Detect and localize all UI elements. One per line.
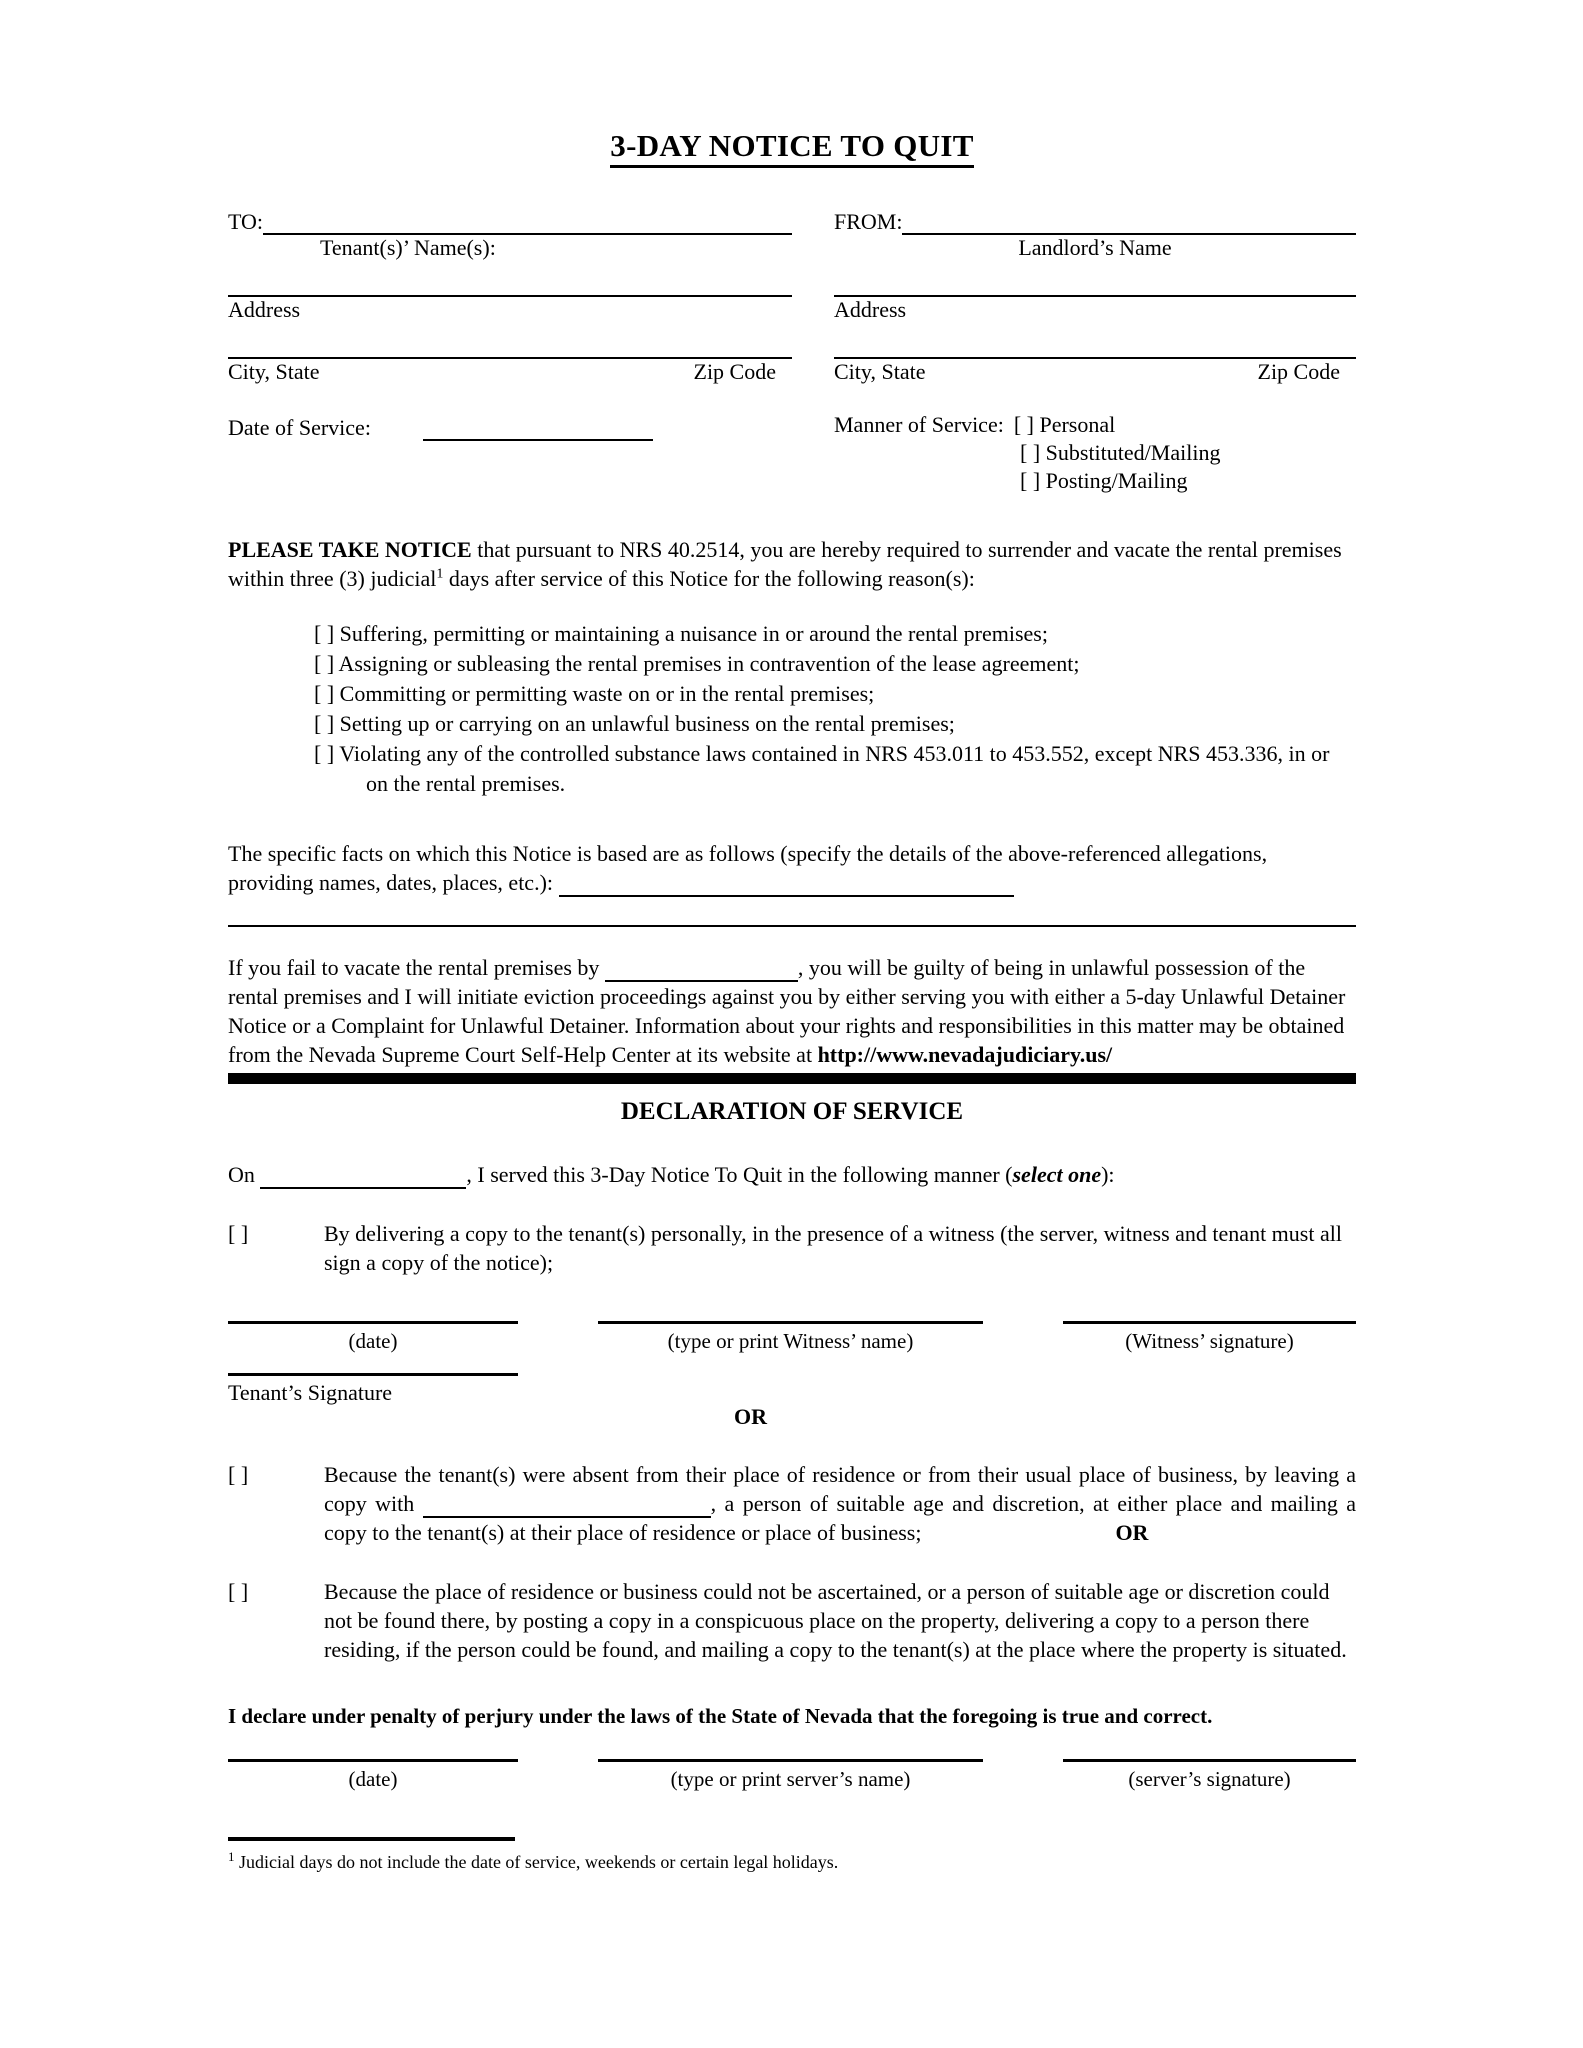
specific-facts-input-line2[interactable]: [228, 897, 1356, 927]
server-signature-caption: (server’s signature): [1128, 1767, 1291, 1791]
service-option-2-part2: , a person of suitable age and discretion, at either place and mailing a copy to the tenant(s) at their place of residence or place of business;: [324, 1491, 1356, 1545]
please-take-notice-paragraph: [228, 535, 1356, 593]
footnote-text: Judicial days do not include the date of service, weekends or certain legal holidays.: [239, 1852, 839, 1872]
fail-to-vacate-paragraph: [228, 953, 1356, 1069]
landlord-address-input[interactable]: [834, 265, 1356, 297]
reasons-checklist: [228, 619, 1356, 799]
reason-label-1: Suffering, permitting or maintaining a nuisance in or around the rental premises;: [339, 621, 1048, 646]
section-divider: [228, 1073, 1356, 1084]
manner-option-personal[interactable]: [ ] Personal: [1013, 412, 1116, 437]
server-signature-row: [228, 1759, 1356, 1793]
notice-body-part1: that pursuant to NRS 40.2514, you are hereby required to surrender and vacate the rental premises within three (3) judicial: [228, 537, 1342, 591]
nevada-judiciary-url[interactable]: http://www.nevadajudiciary.us/: [817, 1042, 1113, 1067]
server-date-caption: (date): [348, 1767, 398, 1791]
or-divider-2: OR: [1115, 1520, 1149, 1545]
on-rest-text: , I served this 3-Day Notice To Quit in the following manner (: [466, 1162, 1013, 1187]
to-label: TO:: [228, 209, 264, 234]
reason-checkbox-1[interactable]: [ ]: [314, 621, 335, 646]
tenant-signature-cell: [228, 1373, 518, 1407]
landlord-column: [792, 206, 1356, 495]
tenant-city-state-caption: City, State: [228, 359, 320, 384]
fail-to-vacate-part2: , you will be guilty of being in unlawful possession of the rental premises and I will initiate eviction proceedings against you by either serving you with either a 5-day Unlawful Detainer Notice or a Complaint for Unlawful Detainer. Information about your rights and responsibilities in this matter may be obtained from the Nevada Supreme Court Self-Help Center at its website at: [228, 955, 1346, 1067]
landlord-name-caption: Landlord’s Name: [1018, 235, 1172, 260]
manner-of-service-label: Manner of Service:: [834, 412, 1004, 437]
footnote-block: [228, 1837, 1356, 1874]
reason-item-controlled-substance[interactable]: [314, 739, 1356, 799]
substituted-recipient-input[interactable]: [423, 1497, 711, 1518]
service-option-substituted-row[interactable]: [228, 1460, 1356, 1547]
sig-spacer-1: [518, 1321, 598, 1355]
service-option-personal-row[interactable]: [228, 1219, 1356, 1277]
manner-option-substituted[interactable]: [ ] Substituted/Mailing: [1020, 440, 1221, 465]
tenant-name-caption: Tenant(s)’ Name(s):: [320, 235, 496, 260]
reason-item-waste[interactable]: [314, 679, 1356, 709]
tenant-column: [228, 206, 792, 495]
tenant-city-zip-input[interactable]: [228, 327, 792, 359]
tenant-zip-caption: Zip Code: [693, 359, 776, 384]
manner-of-service-first-line: [834, 411, 1356, 439]
landlord-city-zip-caption-row: [834, 359, 1356, 389]
form-sheet: [228, 0, 1356, 1874]
service-option-2-checkbox[interactable]: [ ]: [228, 1462, 249, 1487]
witness-date-cell: [228, 1321, 518, 1355]
server-name-cell: [598, 1759, 983, 1793]
page-title: [228, 128, 1356, 164]
tenant-address-input[interactable]: [228, 265, 792, 297]
date-of-service-row: [228, 411, 792, 441]
reason-label-2: Assigning or subleasing the rental premises in contravention of the lease agreement;: [338, 651, 1080, 676]
service-option-2-text: [324, 1460, 1356, 1547]
date-of-service-label: Date of Service:: [228, 415, 371, 440]
reason-item-unlawful-business[interactable]: [314, 709, 1356, 739]
sig-spacer-4: [983, 1759, 1063, 1793]
landlord-name-input[interactable]: [902, 210, 1356, 235]
reason-checkbox-2[interactable]: [ ]: [314, 651, 335, 676]
from-label: FROM:: [834, 209, 903, 234]
service-option-2-part1: Because the tenant(s) were absent from their place of residence or from their usual place of business, by leaving a copy with: [324, 1462, 1356, 1516]
to-field-row: [228, 206, 792, 235]
or-divider-1: OR: [734, 1404, 767, 1429]
reason-item-subleasing[interactable]: [314, 649, 1356, 679]
from-field-row: [834, 206, 1356, 235]
vacate-deadline-input[interactable]: [605, 961, 798, 982]
manner-option-posting[interactable]: [ ] Posting/Mailing: [1020, 468, 1188, 493]
tenant-city-zip-caption-row: [228, 359, 792, 389]
service-option-1-text: By delivering a copy to the tenant(s) personally, in the presence of a witness (the server, witness and tenant must all sign a copy of the notice);: [324, 1221, 1342, 1275]
footnote-marker-inline: 1: [436, 566, 444, 582]
specific-facts-paragraph: [228, 839, 1356, 897]
tenant-address-caption: Address: [228, 297, 301, 322]
specific-facts-input-line1[interactable]: [559, 875, 1014, 897]
landlord-zip-caption: Zip Code: [1257, 359, 1340, 384]
witness-name-cell: [598, 1321, 983, 1355]
landlord-address-caption: Address: [834, 297, 907, 322]
footnote-text-row: [228, 1841, 1356, 1874]
witness-signature-row: [228, 1321, 1356, 1355]
declaration-of-service-heading: DECLARATION OF SERVICE: [620, 1098, 964, 1125]
witness-date-caption: (date): [348, 1329, 398, 1353]
service-date-input[interactable]: [260, 1168, 466, 1189]
tenant-name-input[interactable]: [263, 210, 792, 235]
witness-signature-cell: [1063, 1321, 1356, 1355]
perjury-statement: I declare under penalty of perjury under the laws of the State of Nevada that the foregoing is true and correct.: [228, 1704, 1213, 1728]
specific-facts-text: The specific facts on which this Notice is based are as follows (specify the details of the above-referenced allegations, providing names, dates, places, etc.):: [228, 841, 1268, 895]
reason-checkbox-5[interactable]: [ ]: [314, 741, 335, 766]
reason-label-4: Setting up or carrying on an unlawful business on the rental premises;: [339, 711, 955, 736]
page-title-text: 3-DAY NOTICE TO QUIT: [610, 128, 973, 168]
declaration-on-line: [228, 1160, 1356, 1189]
footnote-number: 1: [228, 1849, 235, 1864]
server-date-cell: [228, 1759, 518, 1793]
manner-of-service-block: [834, 411, 1356, 495]
landlord-city-state-caption: City, State: [834, 359, 926, 384]
service-option-3-text: Because the place of residence or business could not be ascertained, or a person of suitable age or discretion could not be found there, by posting a copy in a conspicuous place on the property, delivering a copy to a person there residing, if the person could be found, and mailing a copy to the tenant(s) at the place where the property is situated.: [324, 1579, 1347, 1662]
notice-body-part2: days after service of this Notice for the following reason(s):: [443, 566, 975, 591]
sig-spacer-2: [983, 1321, 1063, 1355]
date-of-service-input[interactable]: [423, 417, 653, 441]
reason-label-5: Violating any of the controlled substance laws contained in NRS 453.011 to 453.552, except NRS 453.336, in or on the rental premises.: [339, 741, 1330, 796]
please-take-notice-lead: PLEASE TAKE NOTICE: [228, 537, 472, 562]
fail-to-vacate-part1: If you fail to vacate the rental premises by: [228, 955, 600, 980]
service-option-posting-row[interactable]: [228, 1577, 1356, 1664]
reason-item-nuisance[interactable]: [314, 619, 1356, 649]
sig-spacer-3: [518, 1759, 598, 1793]
server-name-caption: (type or print server’s name): [670, 1767, 911, 1791]
select-one-emphasis: select one: [1012, 1162, 1102, 1187]
service-option-1-checkbox[interactable]: [ ]: [228, 1221, 249, 1246]
reason-label-3: Committing or permitting waste on or in the rental premises;: [339, 681, 875, 706]
tenant-signature-row: [228, 1373, 1356, 1430]
server-signature-cell: [1063, 1759, 1356, 1793]
on-close-text: ):: [1101, 1162, 1115, 1187]
service-option-3-checkbox[interactable]: [ ]: [228, 1579, 249, 1604]
reason-checkbox-3[interactable]: [ ]: [314, 681, 335, 706]
witness-signature-caption: (Witness’ signature): [1125, 1329, 1294, 1353]
witness-name-caption: (type or print Witness’ name): [667, 1329, 914, 1353]
landlord-city-zip-input[interactable]: [834, 327, 1356, 359]
party-information-block: [228, 206, 1356, 495]
tenant-signature-caption: Tenant’s Signature: [228, 1380, 393, 1405]
on-label: On: [228, 1162, 255, 1187]
reason-checkbox-4[interactable]: [ ]: [314, 711, 335, 736]
